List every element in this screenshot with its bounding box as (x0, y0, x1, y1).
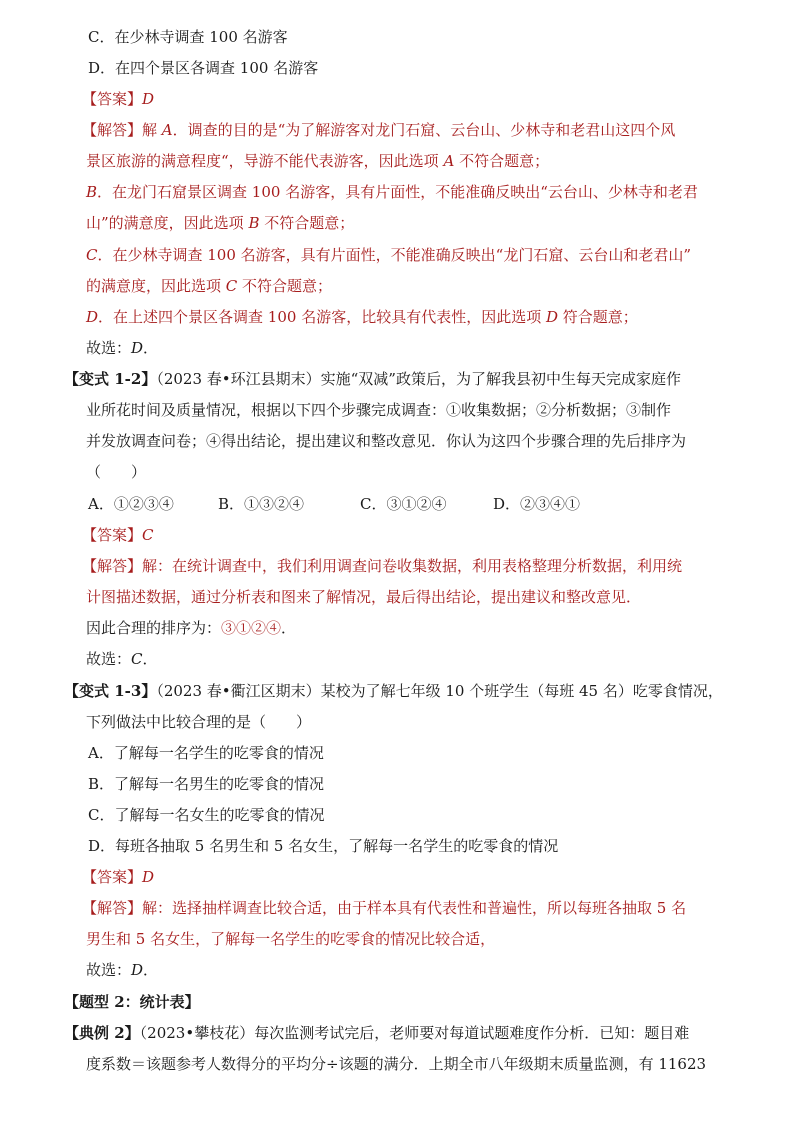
explanation-line: 景区旅游的满意程度“，导游不能代表游客，因此选项 A 不符合题意； (86, 152, 550, 170)
answer-label: 【答案】 (82, 90, 143, 108)
explanation-line: 【解答】解：选择抽样调查比较合适，由于样本具有代表性和普遍性，所以每班各抽取 5 名 (82, 899, 687, 917)
conclusion: 故选：D． (86, 961, 159, 979)
explanation-line: 【解答】解：在统计调查中，我们利用调查问卷收集数据，利用表格整理分析数据，利用统 (82, 557, 683, 575)
question-text: （2023•攀枝花）每次监测考试完后，老师要对每道试题难度作分析．已知：题目难 (139, 1024, 690, 1042)
explanation-label: 【解答】 (82, 557, 143, 575)
question-text: （2023 春•环江县期末）实施“双减”政策后，为了解我县初中生每天完成家庭作 (156, 370, 681, 388)
option-d: D．每班各抽取 5 名男生和 5 名女生，了解每一名学生的吃零食的情况 (88, 837, 559, 855)
explanation-line: 因此合理的排序为：③①②④． (86, 619, 297, 637)
option-c: C．了解每一名女生的吃零食的情况 (88, 806, 325, 824)
explanation-line: 【解答】解 A．调查的目的是“为了解游客对龙门石窟、云台山、少林寺和老君山这四个风 (82, 121, 676, 139)
question-text: （2023 春•衢江区期末）某校为了解七年级 10 个班学生（每班 45 名）吃零食情况， (156, 682, 723, 700)
answer-value: C (142, 526, 154, 544)
answer-label: 【答案】 (82, 526, 143, 544)
answer-value: D (142, 90, 155, 108)
option-c: C．在少林寺调查 100 名游客 (88, 28, 288, 46)
explanation-line: 男生和 5 名女生，了解每一名学生的吃零食的情况比较合适， (86, 930, 496, 948)
option-c: C．③①②④ (360, 495, 447, 513)
question-line: 业所花时间及质量情况，根据以下四个步骤完成调查：①收集数据；②分析数据；③制作 (86, 401, 672, 419)
conclusion: 故选：C． (86, 650, 158, 668)
question-line: 下列做法中比较合理的是（ ） (86, 713, 312, 731)
explanation-label: 【解答】 (82, 121, 143, 139)
option-d: D．②③④① (493, 495, 581, 513)
answer (82, 525, 154, 545)
question (64, 1023, 689, 1043)
answer-value: D (142, 868, 155, 886)
option-b: B．了解每一名男生的吃零食的情况 (88, 775, 325, 793)
question (64, 369, 681, 389)
question-label: 【典例 2】 (64, 1024, 140, 1042)
conclusion: 故选：D． (86, 339, 159, 357)
question-line: 并发放调查问卷；④得出结论，提出建议和整改意见．你认为这四个步骤合理的先后排序为 (86, 432, 687, 450)
option-a: A．了解每一名学生的吃零食的情况 (88, 744, 324, 762)
question-line: 度系数＝该题参考人数得分的平均分÷该题的满分．上期全市八年级期末质量监测，有 11623 (86, 1055, 707, 1073)
option-b: B．①③②④ (218, 495, 305, 513)
explanation-label: 【解答】 (82, 899, 143, 917)
question (64, 681, 723, 701)
answer-label: 【答案】 (82, 868, 143, 886)
explanation-line: 的满意度，因此选项 C 不符合题意； (86, 277, 333, 295)
explanation-line: 计图描述数据，通过分析表和图来了解情况，最后得出结论，提出建议和整改意见． (86, 588, 642, 606)
section-heading: 【题型 2：统计表】 (64, 993, 200, 1011)
option-d: D．在四个景区各调查 100 名游客 (88, 59, 319, 77)
explanation-line: 山”的满意度，因此选项 B 不符合题意； (86, 214, 355, 232)
explanation-line: B．在龙门石窟景区调查 100 名游客，具有片面性，不能准确反映出“云台山、少林寺和老君 (86, 183, 698, 201)
explanation-line: D．在上述四个景区各调查 100 名游客，比较具有代表性，因此选项 D 符合题意； (86, 308, 638, 326)
explanation-line: C．在少林寺调查 100 名游客，具有片面性，不能准确反映出“龙门石窟、云台山和老君山” (86, 246, 691, 264)
option-a: A．①②③④ (88, 495, 174, 513)
question-label: 【变式 1-2】 (64, 370, 157, 388)
question-line: （ ） (86, 463, 147, 481)
answer (82, 867, 154, 887)
answer (82, 89, 154, 109)
question-label: 【变式 1-3】 (64, 682, 157, 700)
